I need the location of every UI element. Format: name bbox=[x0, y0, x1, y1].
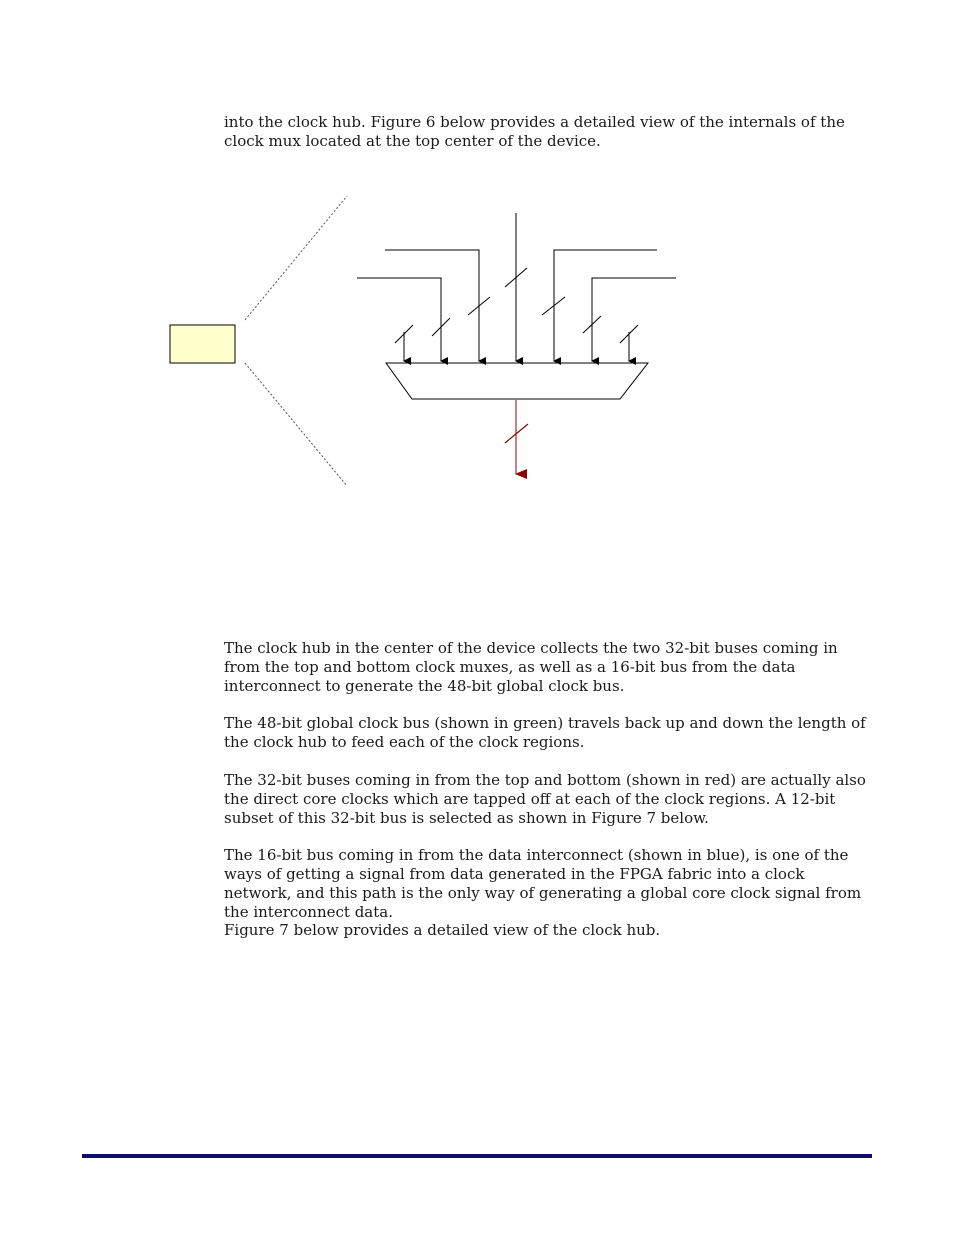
zoom-line-bottom bbox=[245, 363, 347, 486]
intro-paragraph: into the clock hub. Figure 6 below provides a detailed view of the internals of the clock mux located at the top center of the device. bbox=[224, 113, 845, 150]
mux-input-2 bbox=[357, 278, 441, 361]
mux-input-5 bbox=[554, 250, 657, 361]
device-box bbox=[170, 325, 235, 363]
paragraph-clock-hub: The clock hub in the center of the device collects the two 32-bit buses coming in from the top and bottom clock muxes, as well as a 16-bit bus from the data interconnect to generate the 48-bit global clock bus. bbox=[224, 639, 838, 695]
mux-input-3 bbox=[385, 250, 479, 361]
paragraph-figure7-ref: Figure 7 below provides a detailed view of the clock hub. bbox=[224, 921, 661, 939]
paragraph-16bit-bus: The 16-bit bus coming in from the data interconnect (shown in blue), is one of the ways of getting a signal from data generated in the FPGA fabric into a clock network, and this path is the only way of generating a global core clock signal from the interconnect data. bbox=[224, 846, 862, 921]
clock-mux-shape bbox=[386, 363, 648, 399]
clock-mux-figure bbox=[0, 0, 954, 520]
zoom-line-top bbox=[245, 196, 347, 320]
paragraph-32bit-buses: The 32-bit buses coming in from the top and bottom (shown in red) are actually also the direct core clocks which are tapped off at each of the clock regions. A 12-bit subset of this 32-bit bus is selected as shown in Figure 7 below. bbox=[224, 771, 866, 827]
footer-rule bbox=[82, 1154, 872, 1158]
mux-input-6 bbox=[592, 278, 676, 361]
paragraph-global-clock-bus: The 48-bit global clock bus (shown in green) travels back up and down the length of the clock hub to feed each of the clock regions. bbox=[224, 714, 866, 751]
